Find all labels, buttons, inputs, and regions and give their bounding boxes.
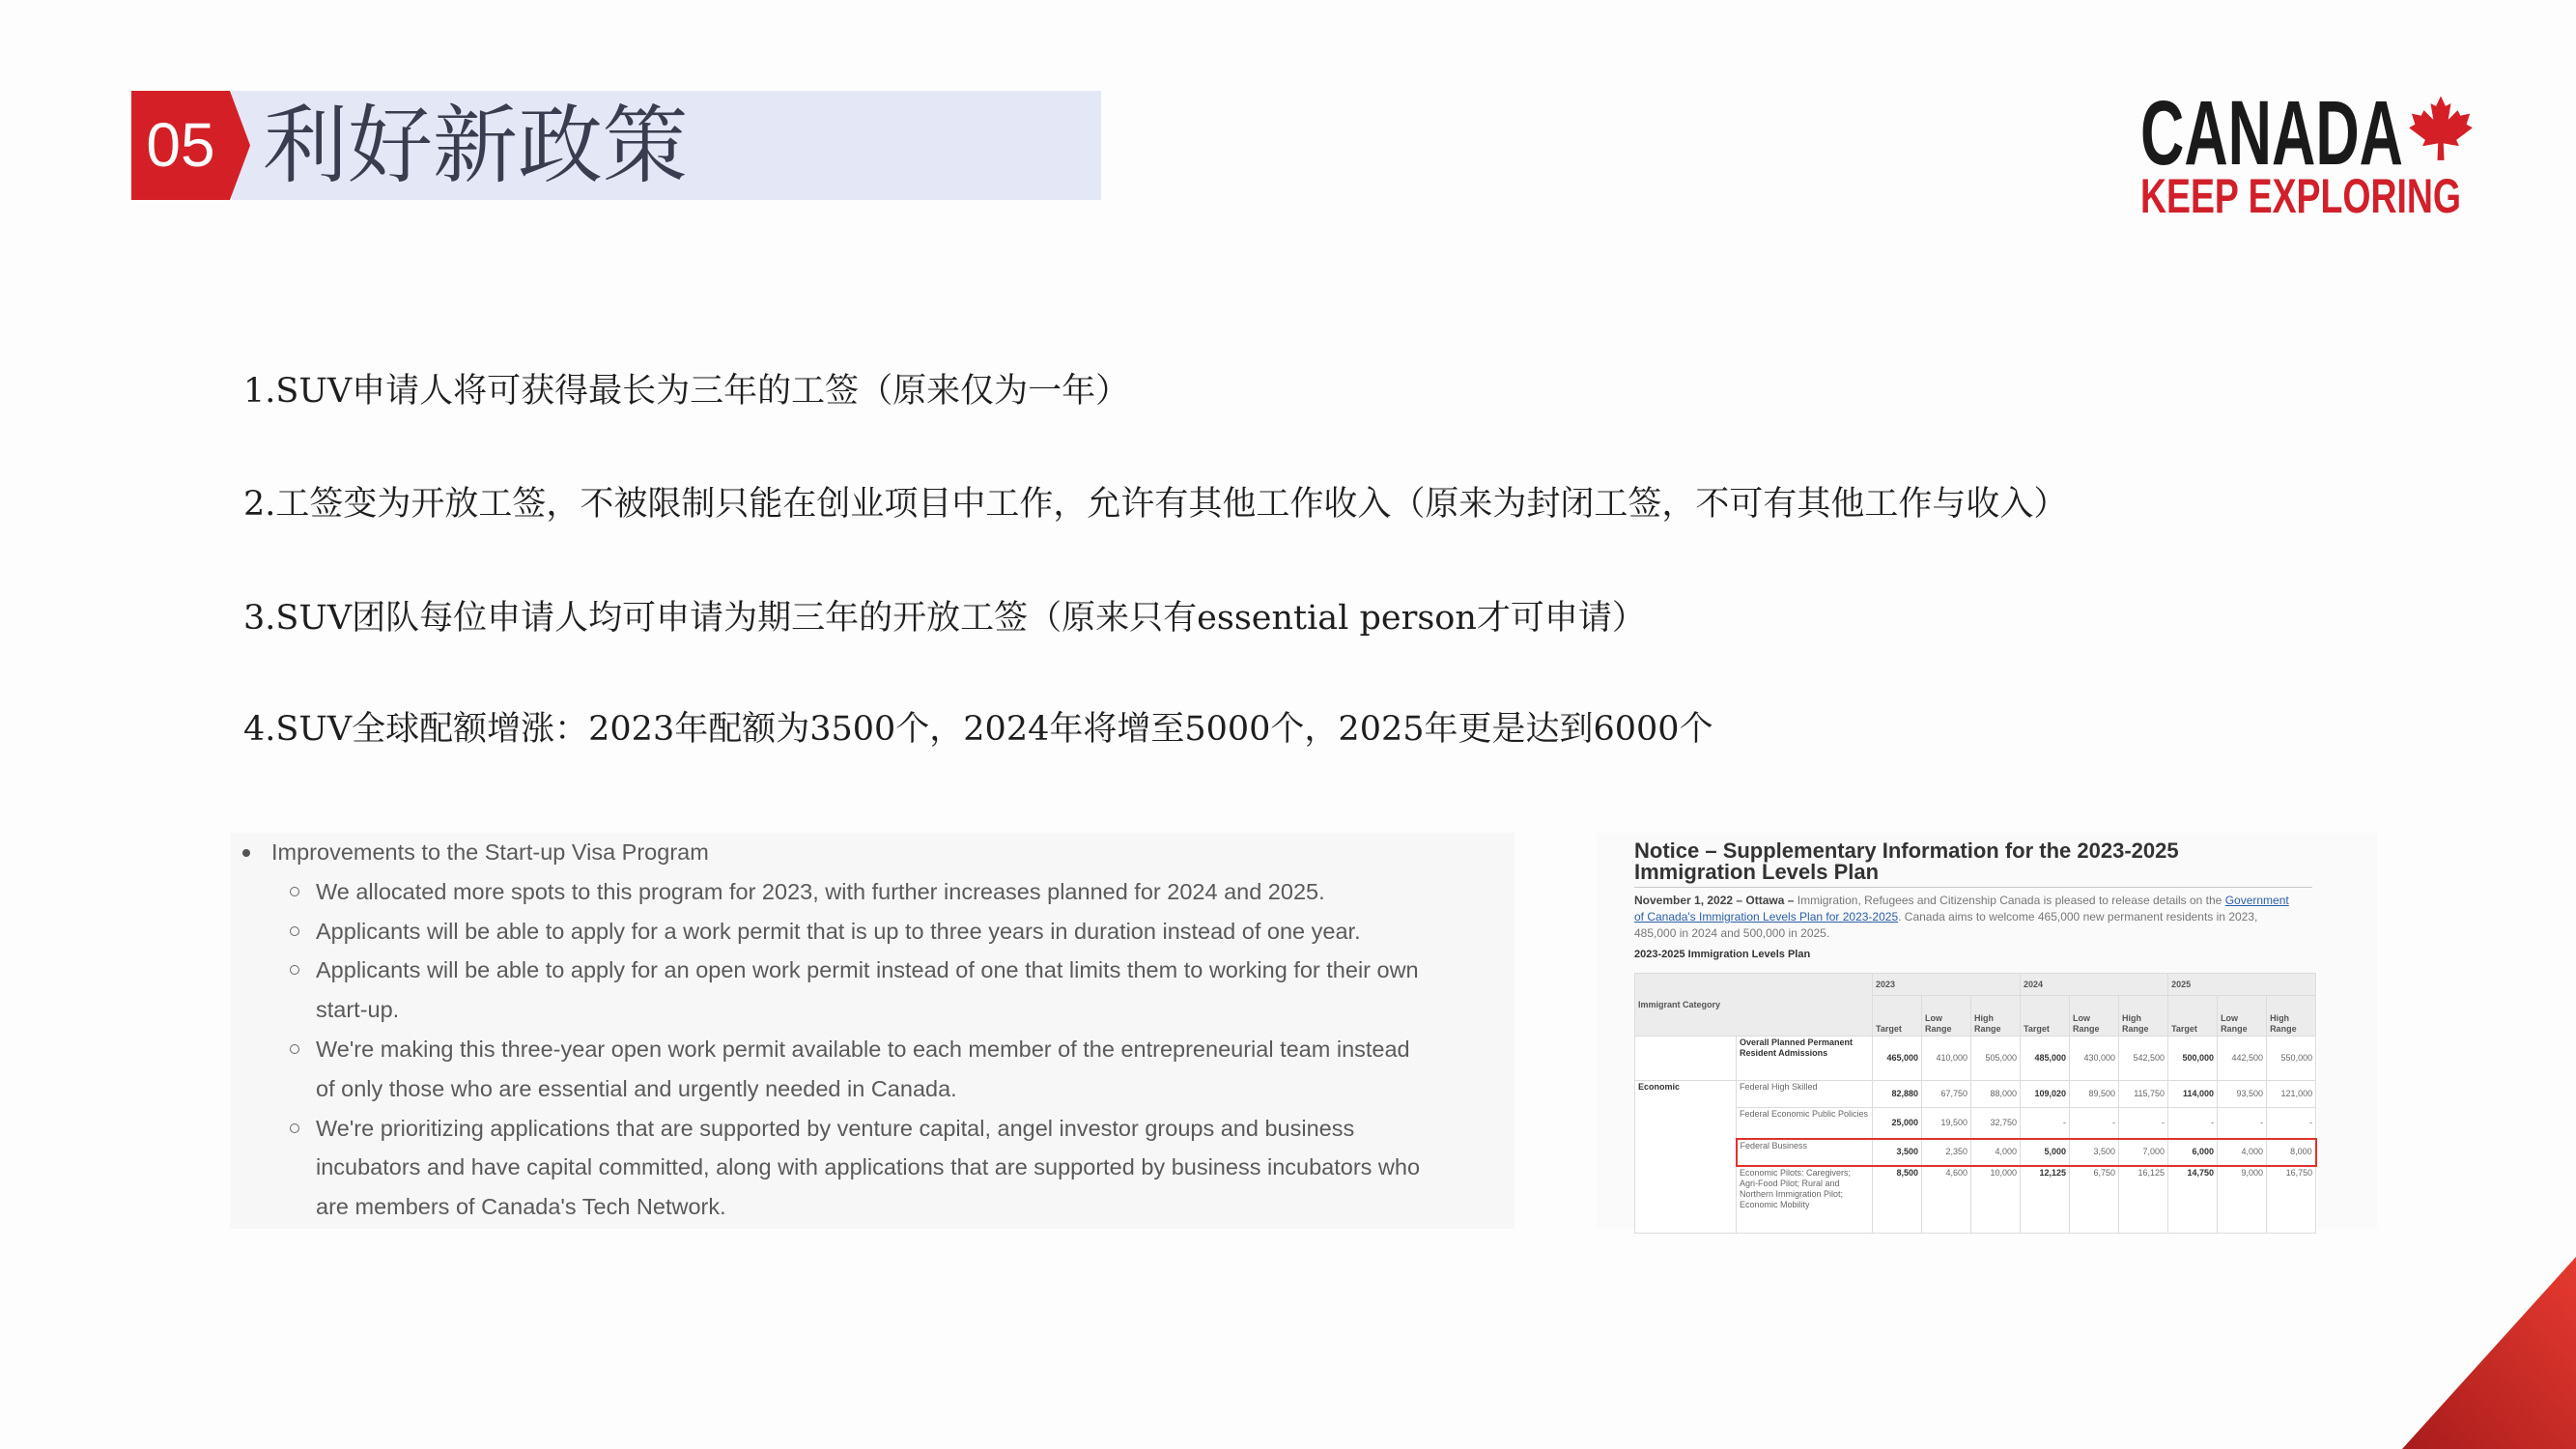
table-cell: 93,500	[2218, 1081, 2267, 1108]
table-cell: -	[2070, 1108, 2119, 1139]
table-cell: 16,125	[2119, 1166, 2168, 1234]
list-item-text: We're prioritizing applications that are supported by venture capital, angel investor groups and business	[316, 1115, 1355, 1141]
table-cell: 8,500	[1873, 1166, 1922, 1234]
column-header-low-range: Low Range	[2218, 996, 2267, 1037]
table-row-economic-pilots	[1635, 1166, 2316, 1234]
category-cell	[1635, 1037, 1737, 1081]
row-label: Economic Pilots: Caregivers; Agri-Food Pilot; Rural and Northern Immigration Pilot; Economic Mobility	[1737, 1166, 1873, 1234]
notice-intro	[1634, 893, 2301, 942]
table-row-federal-business-highlighted	[1635, 1139, 2316, 1166]
list-item	[230, 872, 1514, 912]
table-cell: 32,750	[1971, 1108, 2021, 1139]
notice-title: Notice – Supplementary Information for the 2023-2025 Immigration Levels Plan	[1634, 838, 2179, 884]
table-cell: -	[2267, 1108, 2316, 1139]
column-header-target: Target	[2168, 996, 2218, 1037]
list-item-text: We're making this three-year open work permit available to each member of the entrepreneurial team instead	[316, 1036, 1410, 1062]
table-cell: 550,000	[2267, 1037, 2316, 1081]
column-header-low-range: Low Range	[1922, 996, 1971, 1037]
table-cell: 7,000	[2119, 1139, 2168, 1166]
column-header-low-range: Low Range	[2070, 996, 2119, 1037]
policy-point-4: 4.SUV全球配额增涨：2023年配额为3500个，2024年将增至5000个，2025年更是达到6000个	[243, 710, 1713, 749]
table-cell: 3,500	[2070, 1139, 2119, 1166]
list-item	[230, 951, 1514, 990]
table-cell: 25,000	[1873, 1108, 1922, 1139]
list-item-text: of only those who are essential and urgently needed in Canada.	[316, 1075, 957, 1101]
table-cell: 8,000	[2267, 1139, 2316, 1166]
column-header-high-range: High Range	[1971, 996, 2021, 1037]
table-cell: 542,500	[2119, 1037, 2168, 1081]
category-cell-economic: Economic	[1635, 1081, 1737, 1234]
list-item	[230, 912, 1514, 952]
disc-bullet-icon	[242, 849, 250, 857]
row-label: Overall Planned Permanent Resident Admissions	[1737, 1037, 1873, 1081]
table-cell: -	[2168, 1108, 2218, 1139]
list-item-text: Applicants will be able to apply for a work permit that is up to three years in duration instead of one year.	[316, 918, 1361, 944]
column-header-high-range: High Range	[2267, 996, 2316, 1037]
logo-tagline: KEEP EXPLORING	[2140, 169, 2461, 223]
table-cell: 4,600	[1922, 1166, 1971, 1234]
table-cell: 109,020	[2021, 1081, 2070, 1108]
list-item-continuation	[230, 990, 1514, 1030]
table-cell: 430,000	[2070, 1037, 2119, 1081]
table-cell: 4,000	[2218, 1139, 2267, 1166]
slide-title: 利好新政策	[263, 96, 689, 195]
startup-visa-notice-screenshot	[230, 833, 1514, 1229]
table-cell: 6,750	[2070, 1166, 2119, 1234]
notice-intro-text: Immigration, Refugees and Citizenship Canada is pleased to release details on the	[1797, 894, 2222, 907]
table-cell: 67,750	[1922, 1081, 1971, 1108]
maple-leaf-icon	[2409, 96, 2473, 159]
policy-point-2: 2.工签变为开放工签，不被限制只能在创业项目中工作，允许有其他工作收入（原来为封闭工签，不可有其他工作与收入）	[243, 485, 2068, 524]
policy-point-1: 1.SUV申请人将可获得最长为三年的工签（原来仅为一年）	[243, 372, 1130, 411]
table-cell: 505,000	[1971, 1037, 2021, 1081]
table-cell: 3,500	[1873, 1139, 1922, 1166]
list-item-continuation	[230, 1187, 1514, 1227]
column-header-target: Target	[2021, 996, 2070, 1037]
table-cell: 500,000	[2168, 1037, 2218, 1081]
column-header-target: Target	[1873, 996, 1922, 1037]
column-header-high-range: High Range	[2119, 996, 2168, 1037]
table-cell: 442,500	[2218, 1037, 2267, 1081]
circle-bullet-icon	[290, 926, 299, 936]
circle-bullet-icon	[290, 887, 299, 896]
table-cell: 114,000	[2168, 1081, 2218, 1108]
table-cell: 5,000	[2021, 1139, 2070, 1166]
circle-bullet-icon	[290, 1044, 299, 1054]
section-number: 05	[146, 110, 215, 180]
table-cell: 88,000	[1971, 1081, 2021, 1108]
list-heading-line	[230, 833, 1514, 872]
table-caption: 2023-2025 Immigration Levels Plan	[1634, 949, 1811, 960]
notice-dateline: November 1, 2022 – Ottawa –	[1634, 894, 1795, 907]
table-cell: 410,000	[1922, 1037, 1971, 1081]
levels-plan-link: Government of Canada's Immigration Levels Plan for 2023-2025	[1634, 894, 2289, 923]
logo-wordmark: CANADA	[2140, 82, 2403, 185]
title-divider	[1634, 887, 2312, 888]
table-cell: 12,125	[2021, 1166, 2070, 1234]
table-cell: 14,750	[2168, 1166, 2218, 1234]
table-cell: 121,000	[2267, 1081, 2316, 1108]
list-item-text: start-up.	[316, 997, 400, 1023]
notice-intro-text-end: . Canada aims to welcome 465,000 new permanent residents in 2023, 485,000 in 2024 and 500,000 in 2025.	[1634, 910, 2258, 940]
policy-point-3: 3.SUV团队每位申请人均可申请为期三年的开放工签（原来只有essential person才可申请）	[243, 599, 1646, 638]
list-item-text: We allocated more spots to this program for 2023, with further increases planned for 2024 and 2025.	[316, 878, 1325, 904]
canada-logo	[2131, 82, 2488, 223]
table-cell: 9,000	[2218, 1166, 2267, 1234]
circle-bullet-icon	[290, 965, 299, 975]
list-item-continuation	[230, 1148, 1514, 1187]
table-cell: 10,000	[1971, 1166, 2021, 1234]
table-cell: 4,000	[1971, 1139, 2021, 1166]
circle-bullet-icon	[290, 1123, 299, 1133]
table-row-federal-high-skilled	[1635, 1081, 2316, 1108]
year-header-2025: 2025	[2168, 974, 2316, 996]
year-header-2023: 2023	[1873, 974, 2021, 996]
levels-table	[1634, 973, 2317, 1234]
row-label: Federal Business	[1737, 1139, 1873, 1166]
list-item-text: Applicants will be able to apply for an open work permit instead of one that limits them to working for their own	[316, 957, 1419, 983]
table-cell: -	[2021, 1108, 2070, 1139]
list-item-continuation	[230, 1069, 1514, 1109]
table-cell: 2,350	[1922, 1139, 1971, 1166]
list-item-text: are members of Canada's Tech Network.	[316, 1194, 726, 1220]
category-header: Immigrant Category	[1635, 974, 1873, 1037]
table-cell: 465,000	[1873, 1037, 1922, 1081]
list-item	[230, 1109, 1514, 1149]
table-row-federal-economic-public-policies	[1635, 1108, 2316, 1139]
corner-triangle	[2402, 1257, 2576, 1449]
row-label: Federal Economic Public Policies	[1737, 1108, 1873, 1139]
table-cell: 19,500	[1922, 1108, 1971, 1139]
year-header-2024: 2024	[2021, 974, 2168, 996]
list-item-text: incubators and have capital committed, along with applications that are supported by business incubators who	[316, 1154, 1421, 1180]
table-cell: 89,500	[2070, 1081, 2119, 1108]
list-item	[230, 1030, 1514, 1069]
table-cell: 6,000	[2168, 1139, 2218, 1166]
table-cell: -	[2119, 1108, 2168, 1139]
table-cell: 115,750	[2119, 1081, 2168, 1108]
table-cell: 82,880	[1873, 1081, 1922, 1108]
corner-decoration	[2395, 1251, 2576, 1449]
list-heading: Improvements to the Start-up Visa Program	[271, 839, 709, 865]
table-cell: 485,000	[2021, 1037, 2070, 1081]
table-row-overall	[1635, 1037, 2316, 1081]
row-label: Federal High Skilled	[1737, 1081, 1873, 1108]
levels-plan-notice-screenshot	[1597, 833, 2377, 1229]
table-cell: -	[2218, 1108, 2267, 1139]
year-header-row	[1635, 974, 2316, 996]
table-cell: 16,750	[2267, 1166, 2316, 1234]
